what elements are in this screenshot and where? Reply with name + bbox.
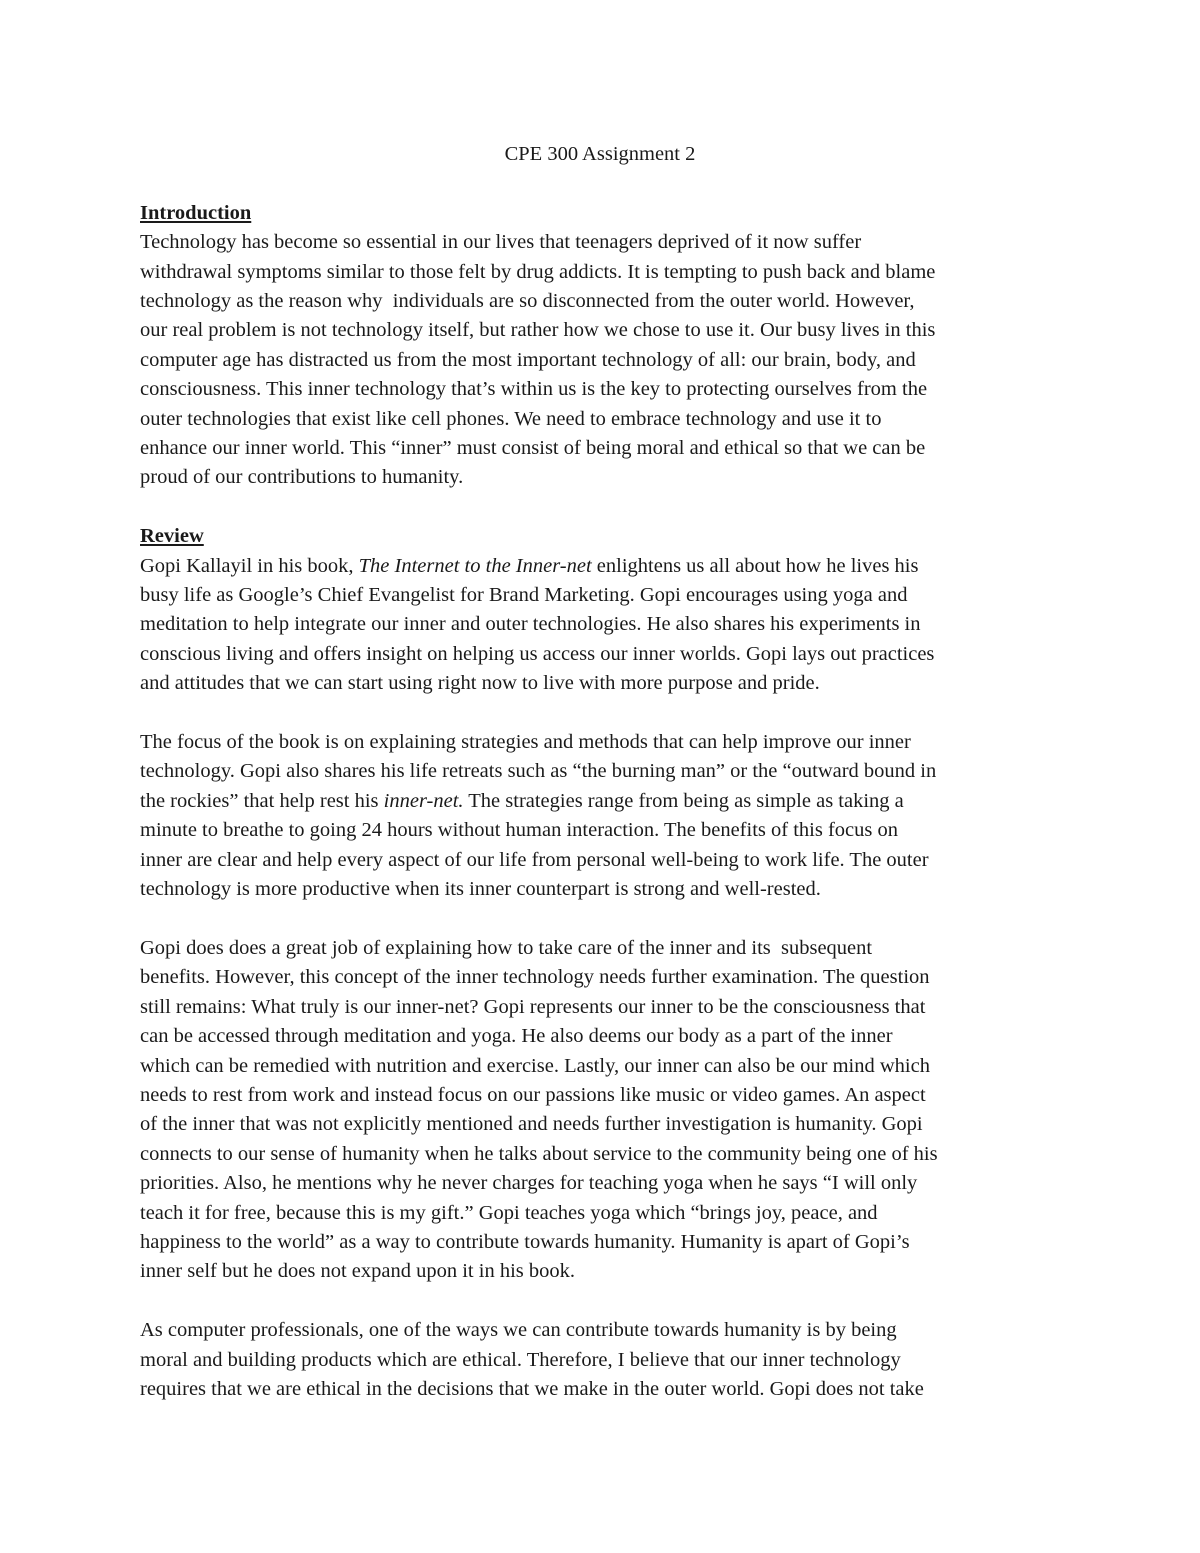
paragraph-line: needs to rest from work and instead focus on our passions like music or video games. An aspect <box>140 1083 926 1106</box>
paragraph-line: Gopi does does a great job of explaining how to take care of the inner and its subsequent <box>140 936 873 959</box>
paragraph-line: meditation to help integrate our inner and outer technologies. He also shares his experiments in <box>140 613 921 636</box>
review-paragraph-1 <box>140 552 1060 699</box>
paragraph-line: teach it for free, because this is my gift.” Gopi teaches yoga which “brings joy, peace, and <box>140 1201 878 1224</box>
paragraph-line: connects to our sense of humanity when he talks about service to the community being one of his <box>140 1142 938 1165</box>
line-text: Gopi Kallayil in his book, <box>140 554 359 577</box>
book-title: The Internet to the Inner-net <box>358 554 592 577</box>
paragraph-line <box>140 552 1060 581</box>
paragraph-line: technology as the reason why individuals are so disconnected from the outer world. However, <box>140 290 915 313</box>
paragraph-line: inner are clear and help every aspect of our life from personal well-being to work life. The outer <box>140 848 929 871</box>
paragraph-line: consciousness. This inner technology that’s within us is the key to protecting ourselves from the <box>140 378 928 401</box>
paragraph-line: enhance our inner world. This “inner” must consist of being moral and ethical so that we can be <box>140 437 926 460</box>
paragraph-line <box>140 787 1060 816</box>
paragraph-line: busy life as Google’s Chief Evangelist for Brand Marketing. Gopi encourages using yoga and <box>140 584 908 607</box>
paragraph-line: still remains: What truly is our inner-net? Gopi represents our inner to be the consciousness that <box>140 995 926 1018</box>
line-text: the rockies” that help rest his <box>140 789 384 812</box>
paragraph-line: priorities. Also, he mentions why he never charges for teaching yoga when he says “I will only <box>140 1172 918 1195</box>
line-text: The strategies range from being as simple as taking a <box>463 789 904 812</box>
paragraph-line: requires that we are ethical in the decisions that we make in the outer world. Gopi does not take <box>140 1377 924 1400</box>
paragraph-line: technology. Gopi also shares his life retreats such as “the burning man” or the “outward bound in <box>140 760 937 783</box>
paragraph-line: of the inner that was not explicitly mentioned and needs further investigation is humanity. Gopi <box>140 1113 923 1136</box>
review-paragraph-3 <box>140 934 1060 1287</box>
paragraph-line: our real problem is not technology itself, but rather how we chose to use it. Our busy lives in this <box>140 319 936 342</box>
paragraph-line: which can be remedied with nutrition and exercise. Lastly, our inner can also be our mind which <box>140 1054 930 1077</box>
paragraph-line: benefits. However, this concept of the inner technology needs further examination. The question <box>140 966 930 989</box>
paragraph-line: outer technologies that exist like cell phones. We need to embrace technology and use it to <box>140 407 882 430</box>
paragraph-line: As computer professionals, one of the ways we can contribute towards humanity is by being <box>140 1319 897 1342</box>
document-body <box>140 140 1060 1404</box>
paragraph-line: Technology has become so essential in our lives that teenagers deprived of it now suffer <box>140 231 862 254</box>
introduction-paragraph <box>140 228 1060 493</box>
paragraph-line: computer age has distracted us from the most important technology of all: our brain, body, and <box>140 348 916 371</box>
introduction-heading: Introduction <box>140 201 252 224</box>
paragraph-line: proud of our contributions to humanity. <box>140 466 464 489</box>
paragraph-line: inner self but he does not expand upon it in his book. <box>140 1260 575 1283</box>
document-title: CPE 300 Assignment 2 <box>504 143 696 165</box>
paragraph-line: moral and building products which are ethical. Therefore, I believe that our inner technology <box>140 1348 901 1371</box>
paragraph-line: can be accessed through meditation and yoga. He also deems our body as a part of the inner <box>140 1025 893 1048</box>
paragraph-line: minute to breathe to going 24 hours without human interaction. The benefits of this focus on <box>140 819 898 842</box>
paragraph-line: The focus of the book is on explaining strategies and methods that can help improve our inner <box>140 731 911 754</box>
review-paragraph-2 <box>140 728 1060 904</box>
paragraph-line: conscious living and offers insight on helping us access our inner worlds. Gopi lays out practices <box>140 642 935 665</box>
paragraph-line: and attitudes that we can start using right now to live with more purpose and pride. <box>140 672 820 695</box>
review-heading: Review <box>140 525 204 548</box>
review-paragraph-4 <box>140 1316 1060 1404</box>
paragraph-line: withdrawal symptoms similar to those felt by drug addicts. It is tempting to push back and blame <box>140 260 936 283</box>
line-text: enlightens us all about how he lives his <box>591 554 919 577</box>
paragraph-line: happiness to the world” as a way to contribute towards humanity. Humanity is apart of Gopi’s <box>140 1230 910 1253</box>
italic-term: inner-net. <box>383 789 464 812</box>
paragraph-line: technology is more productive when its inner counterpart is strong and well-rested. <box>140 878 821 901</box>
